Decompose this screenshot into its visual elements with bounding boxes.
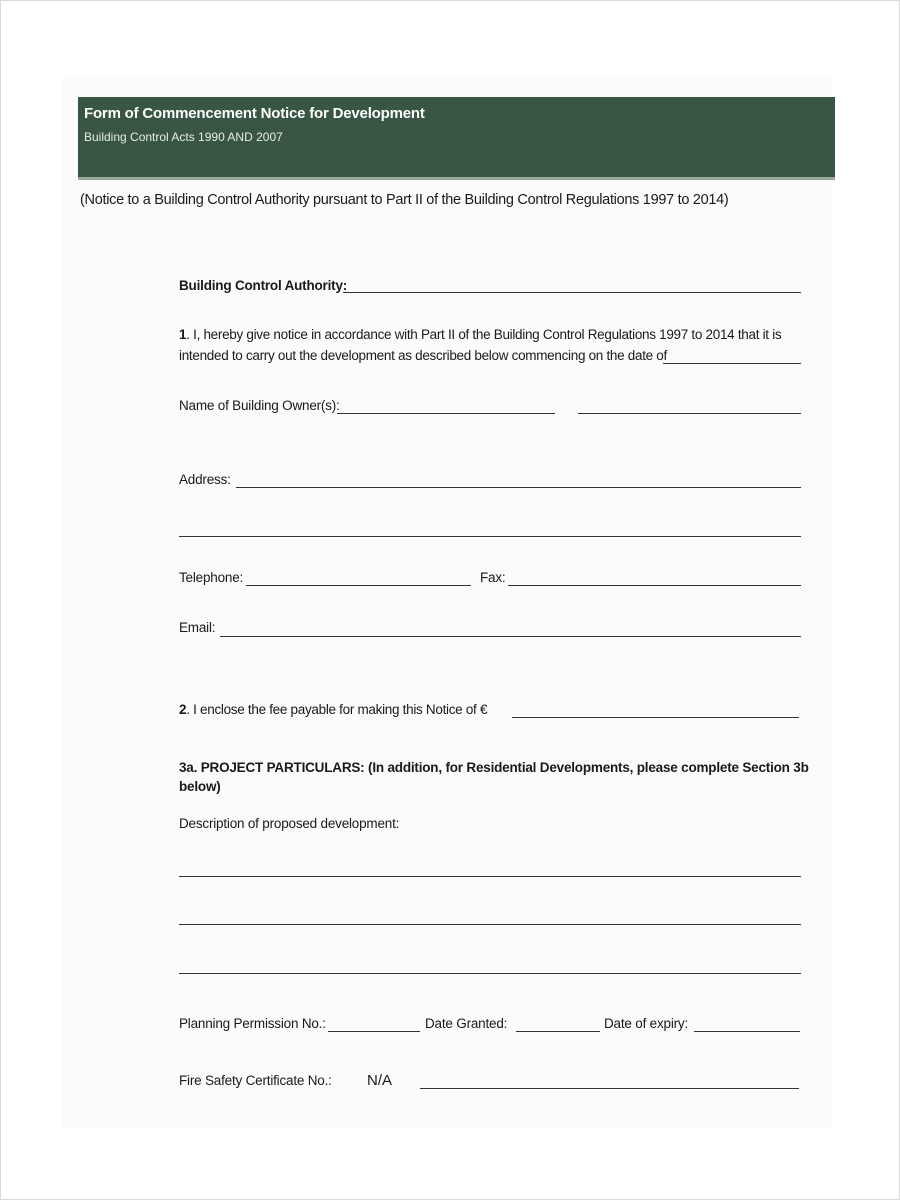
fax-field[interactable] bbox=[508, 585, 801, 586]
description-label: Description of proposed development: bbox=[179, 816, 400, 831]
address-label: Address: bbox=[179, 472, 231, 487]
description-field-3[interactable] bbox=[179, 973, 801, 974]
telephone-field[interactable] bbox=[246, 585, 471, 586]
form-header bbox=[78, 97, 835, 180]
section1-number: 1 bbox=[179, 327, 187, 342]
authority-field[interactable] bbox=[343, 292, 801, 293]
authority-label: Building Control Authority: bbox=[179, 278, 348, 293]
section1-line2: intended to carry out the development as described below commencing on the date of bbox=[179, 348, 667, 363]
description-field-1[interactable] bbox=[179, 876, 801, 877]
address-field-2[interactable] bbox=[179, 536, 801, 537]
fire-safety-label: Fire Safety Certificate No.: bbox=[179, 1073, 332, 1088]
description-field-2[interactable] bbox=[179, 924, 801, 925]
fax-label: Fax: bbox=[480, 570, 506, 585]
section1-text-line1 bbox=[179, 327, 781, 342]
section2-number: 2 bbox=[179, 702, 187, 717]
planning-label: Planning Permission No.: bbox=[179, 1016, 326, 1031]
address-field-1[interactable] bbox=[236, 487, 801, 488]
document-page bbox=[62, 78, 832, 1128]
commence-date-field[interactable] bbox=[663, 363, 801, 364]
owner-field-1[interactable] bbox=[337, 413, 555, 414]
planning-field[interactable] bbox=[328, 1031, 420, 1032]
owner-field-2[interactable] bbox=[578, 413, 801, 414]
section1-line1: . I, hereby give notice in accordance with Part II of the Building Control Regulations 1997 to 2014 that it is bbox=[186, 327, 782, 342]
fee-field[interactable] bbox=[512, 717, 799, 718]
fire-safety-field[interactable] bbox=[420, 1088, 799, 1089]
fire-safety-value: N/A bbox=[367, 1072, 393, 1089]
email-field[interactable] bbox=[220, 636, 801, 637]
date-expiry-label: Date of expiry: bbox=[604, 1016, 689, 1031]
section2-text bbox=[179, 702, 487, 717]
owner-label: Name of Building Owner(s): bbox=[179, 398, 340, 413]
email-label: Email: bbox=[179, 620, 216, 635]
telephone-label: Telephone: bbox=[179, 570, 244, 585]
form-subtitle: Building Control Acts 1990 AND 2007 bbox=[84, 130, 283, 144]
date-granted-label: Date Granted: bbox=[425, 1016, 508, 1031]
notice-text: (Notice to a Building Control Authority pursuant to Part II of the Building Control Regulations 1997 to 2014) bbox=[80, 192, 729, 208]
section2-label: . I enclose the fee payable for making this Notice of € bbox=[186, 702, 488, 717]
form-title: Form of Commencement Notice for Development bbox=[84, 105, 425, 122]
date-expiry-field[interactable] bbox=[694, 1031, 800, 1032]
date-granted-field[interactable] bbox=[516, 1031, 600, 1032]
section3a-heading: 3a. PROJECT PARTICULARS: (In addition, for Residential Developments, please complete Section 3b below) bbox=[179, 760, 809, 794]
